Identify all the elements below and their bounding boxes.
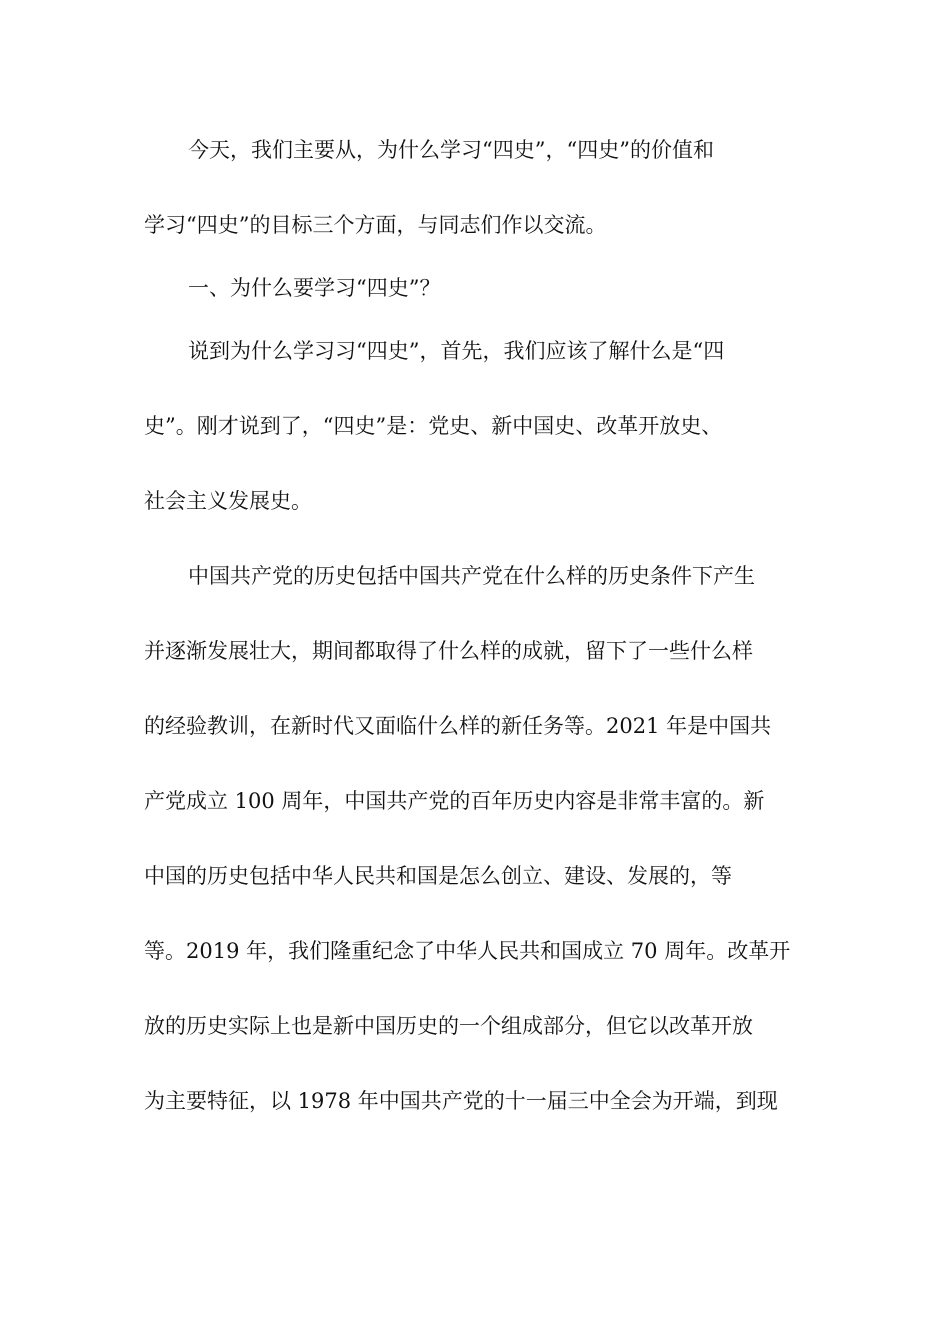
- paragraph-line: 并逐渐发展壮大，期间都取得了什么样的成就，留下了一些什么样: [144, 639, 753, 663]
- paragraph-line: 今天，我们主要从，为什么学习“四史”，“四史”的价值和: [188, 138, 714, 162]
- paragraph-line: 放的历史实际上也是新中国历史的一个组成部分，但它以改革开放: [144, 1014, 753, 1038]
- paragraph-line: 产党成立 100 周年，中国共产党的百年历史内容是非常丰富的。新: [144, 789, 765, 813]
- paragraph-line: 为主要特征，以 1978 年中国共产党的十一届三中全会为开端，到现: [144, 1089, 778, 1113]
- paragraph-line: 中国共产党的历史包括中国共产党在什么样的历史条件下产生: [188, 564, 755, 588]
- section-heading: 一、为什么要学习“四史”？: [188, 276, 441, 300]
- paragraph-line: 中国的历史包括中华人民共和国是怎么创立、建设、发展的，等: [144, 864, 732, 888]
- paragraph-line: 的经验教训，在新时代又面临什么样的新任务等。2021 年是中国共: [144, 714, 772, 738]
- document-body: [144, 131, 809, 1157]
- paragraph-line: 史”。刚才说到了，“四史”是：党史、新中国史、改革开放史、: [144, 414, 723, 438]
- paragraph-line: 学习“四史”的目标三个方面，与同志们作以交流。: [144, 213, 607, 237]
- paragraph-line: 说到为什么学习习“四史”，首先，我们应该了解什么是“四: [188, 339, 725, 363]
- paragraph-line: 社会主义发展史。: [144, 489, 312, 513]
- paragraph-line: 等。2019 年，我们隆重纪念了中华人民共和国成立 70 周年。改革开: [144, 939, 791, 963]
